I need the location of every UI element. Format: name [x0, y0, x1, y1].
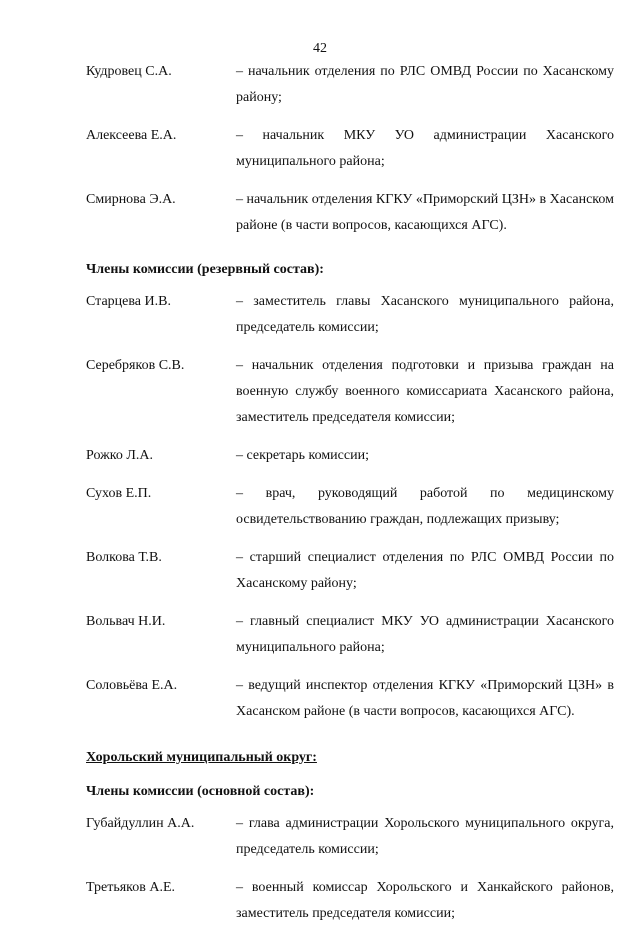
member-name: Третьяков А.Е. — [86, 880, 176, 895]
member-name: Рожко Л.А. — [86, 448, 153, 463]
member-role: – начальник отделения КГКУ «Приморский ЦЗН» в Хасанском районе (в части вопросов, касающихся АГС). — [236, 192, 614, 233]
member-entry — [86, 811, 614, 863]
member-role: – военный комиссар Хорольского и Ханкайского районов, заместитель председателя комиссии; — [236, 880, 614, 921]
district-heading: Хорольский муниципальный округ: — [86, 750, 317, 765]
member-role: – ведущий инспектор отделения КГКУ «Приморский ЦЗН» в Хасанском районе (в части вопросов, касающихся АГС). — [236, 678, 614, 719]
member-name: Соловьёва Е.А. — [86, 678, 178, 693]
member-name: Алексеева Е.А. — [86, 128, 177, 143]
member-entry — [86, 545, 614, 597]
member-entry — [86, 123, 614, 175]
document-body — [86, 59, 614, 939]
member-name: Вольвач Н.И. — [86, 614, 166, 629]
member-entry — [86, 875, 614, 927]
member-name: Смирнова Э.А. — [86, 192, 176, 207]
member-entry — [86, 481, 614, 533]
member-entry — [86, 443, 614, 469]
member-entry — [86, 289, 614, 341]
member-name: Серебряков С.В. — [86, 358, 185, 373]
member-name: Сухов Е.П. — [86, 486, 152, 501]
member-name: Кудровец С.А. — [86, 64, 172, 79]
main-composition-heading: Члены комиссии (основной состав): — [86, 784, 315, 799]
member-name: Губайдуллин А.А. — [86, 816, 195, 831]
member-role: – начальник отделения подготовки и призыва граждан на военную службу военного комиссариата Хасанского района, заместитель председателя комиссии; — [236, 358, 614, 425]
member-role: – начальник МКУ УО администрации Хасанского муниципального района; — [236, 128, 614, 169]
member-role: – глава администрации Хорольского муниципального округа, председатель комиссии; — [236, 816, 614, 857]
member-role: – старший специалист отделения по РЛС ОМВД России по Хасанскому району; — [236, 550, 614, 591]
page-number: 42 — [313, 41, 327, 56]
member-entry — [86, 187, 614, 239]
member-entry — [86, 59, 614, 111]
member-name: Старцева И.В. — [86, 294, 171, 309]
member-role: – секретарь комиссии; — [236, 448, 369, 463]
member-role: – заместитель главы Хасанского муниципального района, председатель комиссии; — [236, 294, 614, 335]
member-role: – главный специалист МКУ УО администрации Хасанского муниципального района; — [236, 614, 614, 655]
member-role: – начальник отделения по РЛС ОМВД России по Хасанскому району; — [236, 64, 614, 105]
member-entry — [86, 609, 614, 661]
member-role: – врач, руководящий работой по медицинскому освидетельствованию граждан, подлежащих призыву; — [236, 486, 614, 527]
reserve-heading: Члены комиссии (резервный состав): — [86, 262, 324, 277]
member-entry — [86, 673, 614, 725]
member-entry — [86, 353, 614, 431]
member-name: Волкова Т.В. — [86, 550, 162, 565]
